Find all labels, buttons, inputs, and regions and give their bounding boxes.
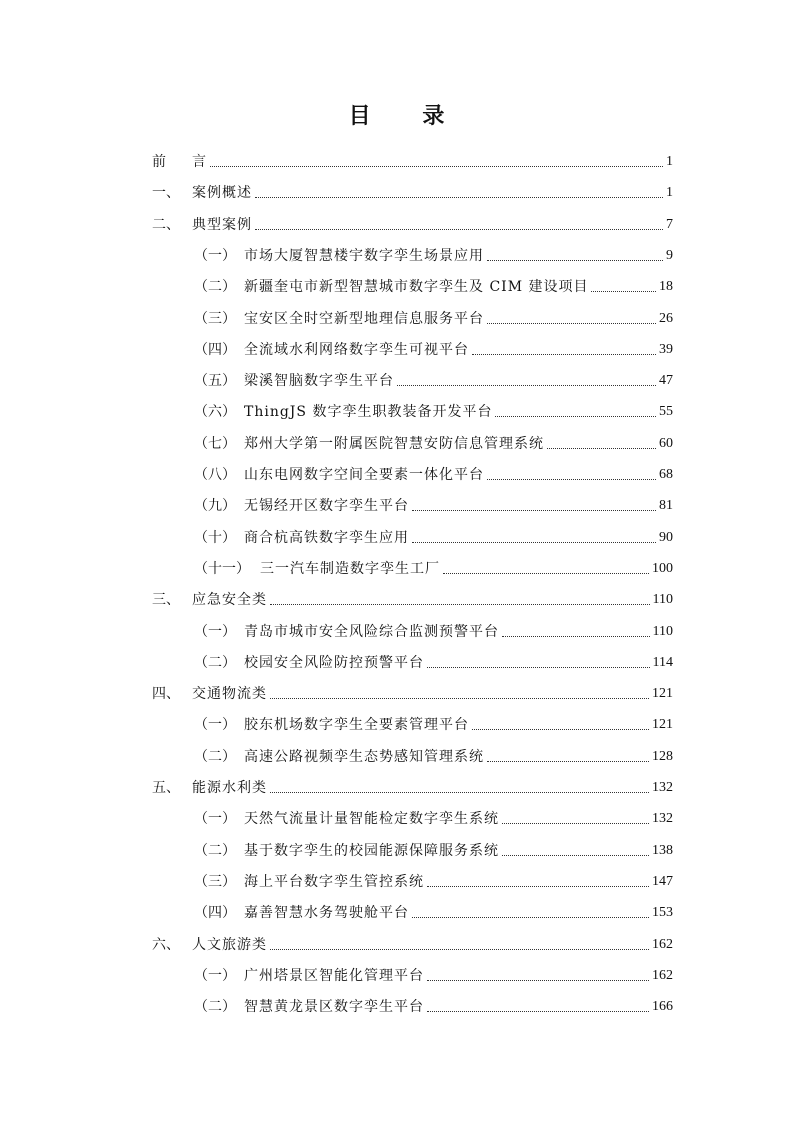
toc-entry-title: 全流域水利网络数字孪生可视平台 (244, 341, 469, 358)
dot-leader (210, 166, 663, 167)
toc-entry-number: （二） (194, 279, 236, 296)
toc-entry-number: （三） (194, 873, 236, 890)
dot-leader (270, 604, 650, 605)
dot-leader (495, 416, 656, 417)
toc-entry-number: （一） (194, 811, 236, 828)
toc-entry-number: （五） (194, 373, 236, 390)
toc-entry-number: （九） (194, 498, 236, 515)
dot-leader (412, 542, 656, 543)
toc-entry[interactable] (194, 240, 673, 266)
toc-entry-page-number: 132 (652, 780, 673, 795)
toc-entry-title: 商合杭高铁数字孪生应用 (244, 529, 409, 546)
toc-entry-number: 一、 (152, 185, 180, 202)
toc-entry-title: 能源水利类 (192, 780, 267, 796)
toc-entry[interactable] (194, 835, 673, 861)
toc-entry-page-number: 128 (652, 748, 673, 764)
toc-entry[interactable] (152, 146, 673, 172)
toc-entry-title: 智慧黄龙景区数字孪生平台 (244, 999, 424, 1016)
toc-entry[interactable] (152, 772, 673, 798)
toc-entry-number: 六、 (152, 936, 180, 953)
toc-entry[interactable] (194, 709, 673, 735)
toc-entry[interactable] (194, 365, 673, 391)
toc-entry-title: 人文旅游类 (192, 936, 267, 953)
toc-entry[interactable] (194, 647, 673, 673)
toc-entry[interactable] (152, 678, 673, 704)
toc-entry-title: 交通物流类 (192, 686, 267, 703)
toc-entry-page-number: 121 (652, 686, 673, 702)
toc-entry-title: 宝安区全时空新型地理信息服务平台 (244, 310, 484, 327)
toc-entry-page-number: 18 (659, 279, 673, 295)
toc-entry-page-number: 132 (652, 811, 673, 827)
toc-entry-number: （一） (194, 967, 236, 984)
toc-entry-title: 典型案例 (192, 216, 252, 233)
toc-entry-number: 二、 (152, 216, 180, 233)
toc-entry-page-number: 39 (659, 341, 673, 357)
toc-entry-page-number: 90 (659, 529, 673, 545)
toc-entry-number: （二） (194, 748, 236, 765)
toc-entry-page-number: 153 (652, 905, 673, 921)
toc-entry[interactable] (194, 960, 673, 986)
toc-entry[interactable] (194, 522, 673, 548)
toc-entry[interactable] (194, 553, 673, 579)
toc-entry-number: （八） (194, 467, 236, 483)
toc-entry[interactable] (194, 741, 673, 767)
dot-leader (412, 510, 656, 511)
toc-entry-page-number: 114 (652, 654, 673, 670)
toc-entry[interactable] (194, 803, 673, 829)
dot-leader (591, 291, 656, 292)
toc-entry-page-number: 47 (659, 373, 673, 389)
toc-entry-title: 市场大厦智慧楼宇数字孪生场景应用 (244, 247, 484, 264)
toc-entry-title: 嘉善智慧水务驾驶舱平台 (244, 905, 409, 922)
dot-leader (412, 917, 649, 918)
toc-entry[interactable] (194, 866, 673, 892)
toc-entry-number: 四、 (152, 686, 180, 703)
toc-entry-number: （十） (194, 529, 236, 546)
dot-leader (255, 197, 663, 198)
toc-entry-title: 校园安全风险防控预警平台 (244, 654, 424, 671)
toc-entry-page-number: 7 (666, 216, 673, 232)
toc-entry-page-number: 162 (652, 936, 673, 952)
toc-entry-page-number: 147 (652, 873, 673, 889)
toc-entry-number: （七） (194, 435, 236, 452)
page-title: 目 录 (348, 103, 467, 129)
toc-entry-title: 梁溪智脑数字孪生平台 (244, 373, 394, 390)
toc-entry-number: （六） (194, 404, 236, 421)
toc-entry-number: （一） (194, 247, 236, 264)
toc-entry-number: （三） (194, 310, 236, 327)
toc-entry[interactable] (152, 177, 673, 203)
dot-leader (487, 260, 663, 261)
toc-entry-page-number: 110 (652, 592, 673, 608)
dot-leader (255, 229, 663, 230)
toc-entry-page-number: 100 (652, 560, 673, 576)
toc-entry-number: 五、 (152, 780, 180, 796)
toc-entry-page-number: 110 (652, 623, 673, 639)
dot-leader (487, 479, 656, 480)
toc-entry[interactable] (194, 459, 673, 485)
toc-entry-page-number: 81 (659, 498, 673, 514)
toc-entry-page-number: 121 (652, 717, 673, 733)
dot-leader (270, 698, 649, 699)
toc-entry-number: （四） (194, 341, 236, 358)
toc-entry-title: 天然气流量计量智能检定数字孪生系统 (244, 811, 499, 828)
toc-entry[interactable] (194, 616, 673, 642)
toc-entry[interactable] (152, 929, 673, 955)
toc-entry-title: 山东电网数字空间全要素一体化平台 (244, 467, 484, 483)
toc-entry[interactable] (194, 303, 673, 329)
toc-entry-page-number: 55 (659, 404, 673, 420)
dot-leader (487, 323, 656, 324)
dot-leader (547, 448, 656, 449)
dot-leader (270, 792, 649, 793)
toc-entry-page-number: 9 (666, 247, 673, 263)
toc-entry-title: 言 (192, 154, 207, 170)
toc-entry[interactable] (152, 209, 673, 235)
toc-entry-page-number: 60 (659, 435, 673, 451)
toc-entry[interactable] (194, 991, 673, 1017)
dot-leader (270, 949, 649, 950)
toc-entry-title: 广州塔景区智能化管理平台 (244, 967, 424, 984)
toc-entry-page-number: 26 (659, 310, 673, 326)
dot-leader (472, 354, 656, 355)
dot-leader (472, 729, 649, 730)
toc-entry-title: 青岛市城市安全风险综合监测预警平台 (244, 623, 499, 640)
toc-entry-title: 海上平台数字孪生管控系统 (244, 873, 424, 890)
toc-entry-number: （四） (194, 905, 236, 922)
toc-entry-title: 基于数字孪生的校园能源保障服务系统 (244, 842, 499, 859)
toc-entry[interactable] (194, 271, 673, 297)
toc-entry-title: 胶东机场数字孪生全要素管理平台 (244, 717, 469, 734)
toc-entry-title: 应急安全类 (192, 592, 267, 609)
dot-leader (427, 667, 650, 668)
toc-entry-title: 新疆奎屯市新型智慧城市数字孪生及 CIM 建设项目 (244, 279, 589, 296)
toc-entry-title: 郑州大学第一附属医院智慧安防信息管理系统 (244, 435, 544, 452)
toc-entry-number: （二） (194, 999, 236, 1016)
dot-leader (397, 385, 656, 386)
toc-entry-number: （十一） (194, 560, 250, 577)
dot-leader (487, 761, 649, 762)
toc-entry-number: （一） (194, 623, 236, 640)
dot-leader (427, 1011, 649, 1012)
toc-entry-title: 高速公路视频孪生态势感知管理系统 (244, 748, 484, 765)
toc-entry[interactable] (194, 428, 673, 454)
toc-entry[interactable] (194, 897, 673, 923)
dot-leader (502, 823, 649, 824)
toc-entry-title: 案例概述 (192, 185, 252, 202)
toc-entry-number: （二） (194, 842, 236, 859)
toc-entry-page-number: 162 (652, 967, 673, 983)
dot-leader (427, 980, 649, 981)
toc-entry[interactable] (194, 396, 673, 422)
toc-entry-number: 前 (152, 154, 166, 170)
toc-entry-title: 无锡经开区数字孪生平台 (244, 498, 409, 515)
toc-entry-number: 三、 (152, 592, 180, 609)
toc-entry-title: ThingJS 数字孪生职教装备开发平台 (244, 404, 493, 421)
dot-leader (427, 886, 649, 887)
toc-entry-number: （一） (194, 717, 236, 734)
toc-entry-page-number: 166 (652, 999, 673, 1015)
dot-leader (502, 855, 649, 856)
dot-leader (443, 573, 649, 574)
toc-entry[interactable] (152, 584, 673, 610)
toc-entry-number: （二） (194, 654, 236, 671)
toc-entry-title: 三一汽车制造数字孪生工厂 (260, 560, 440, 577)
toc-entry[interactable] (194, 334, 673, 360)
toc-entry-page-number: 1 (666, 185, 673, 201)
toc-entry-page-number: 68 (659, 467, 673, 482)
toc-entry-page-number: 1 (666, 154, 673, 169)
toc-entry[interactable] (194, 490, 673, 516)
dot-leader (502, 636, 650, 637)
toc-entry-page-number: 138 (652, 842, 673, 858)
